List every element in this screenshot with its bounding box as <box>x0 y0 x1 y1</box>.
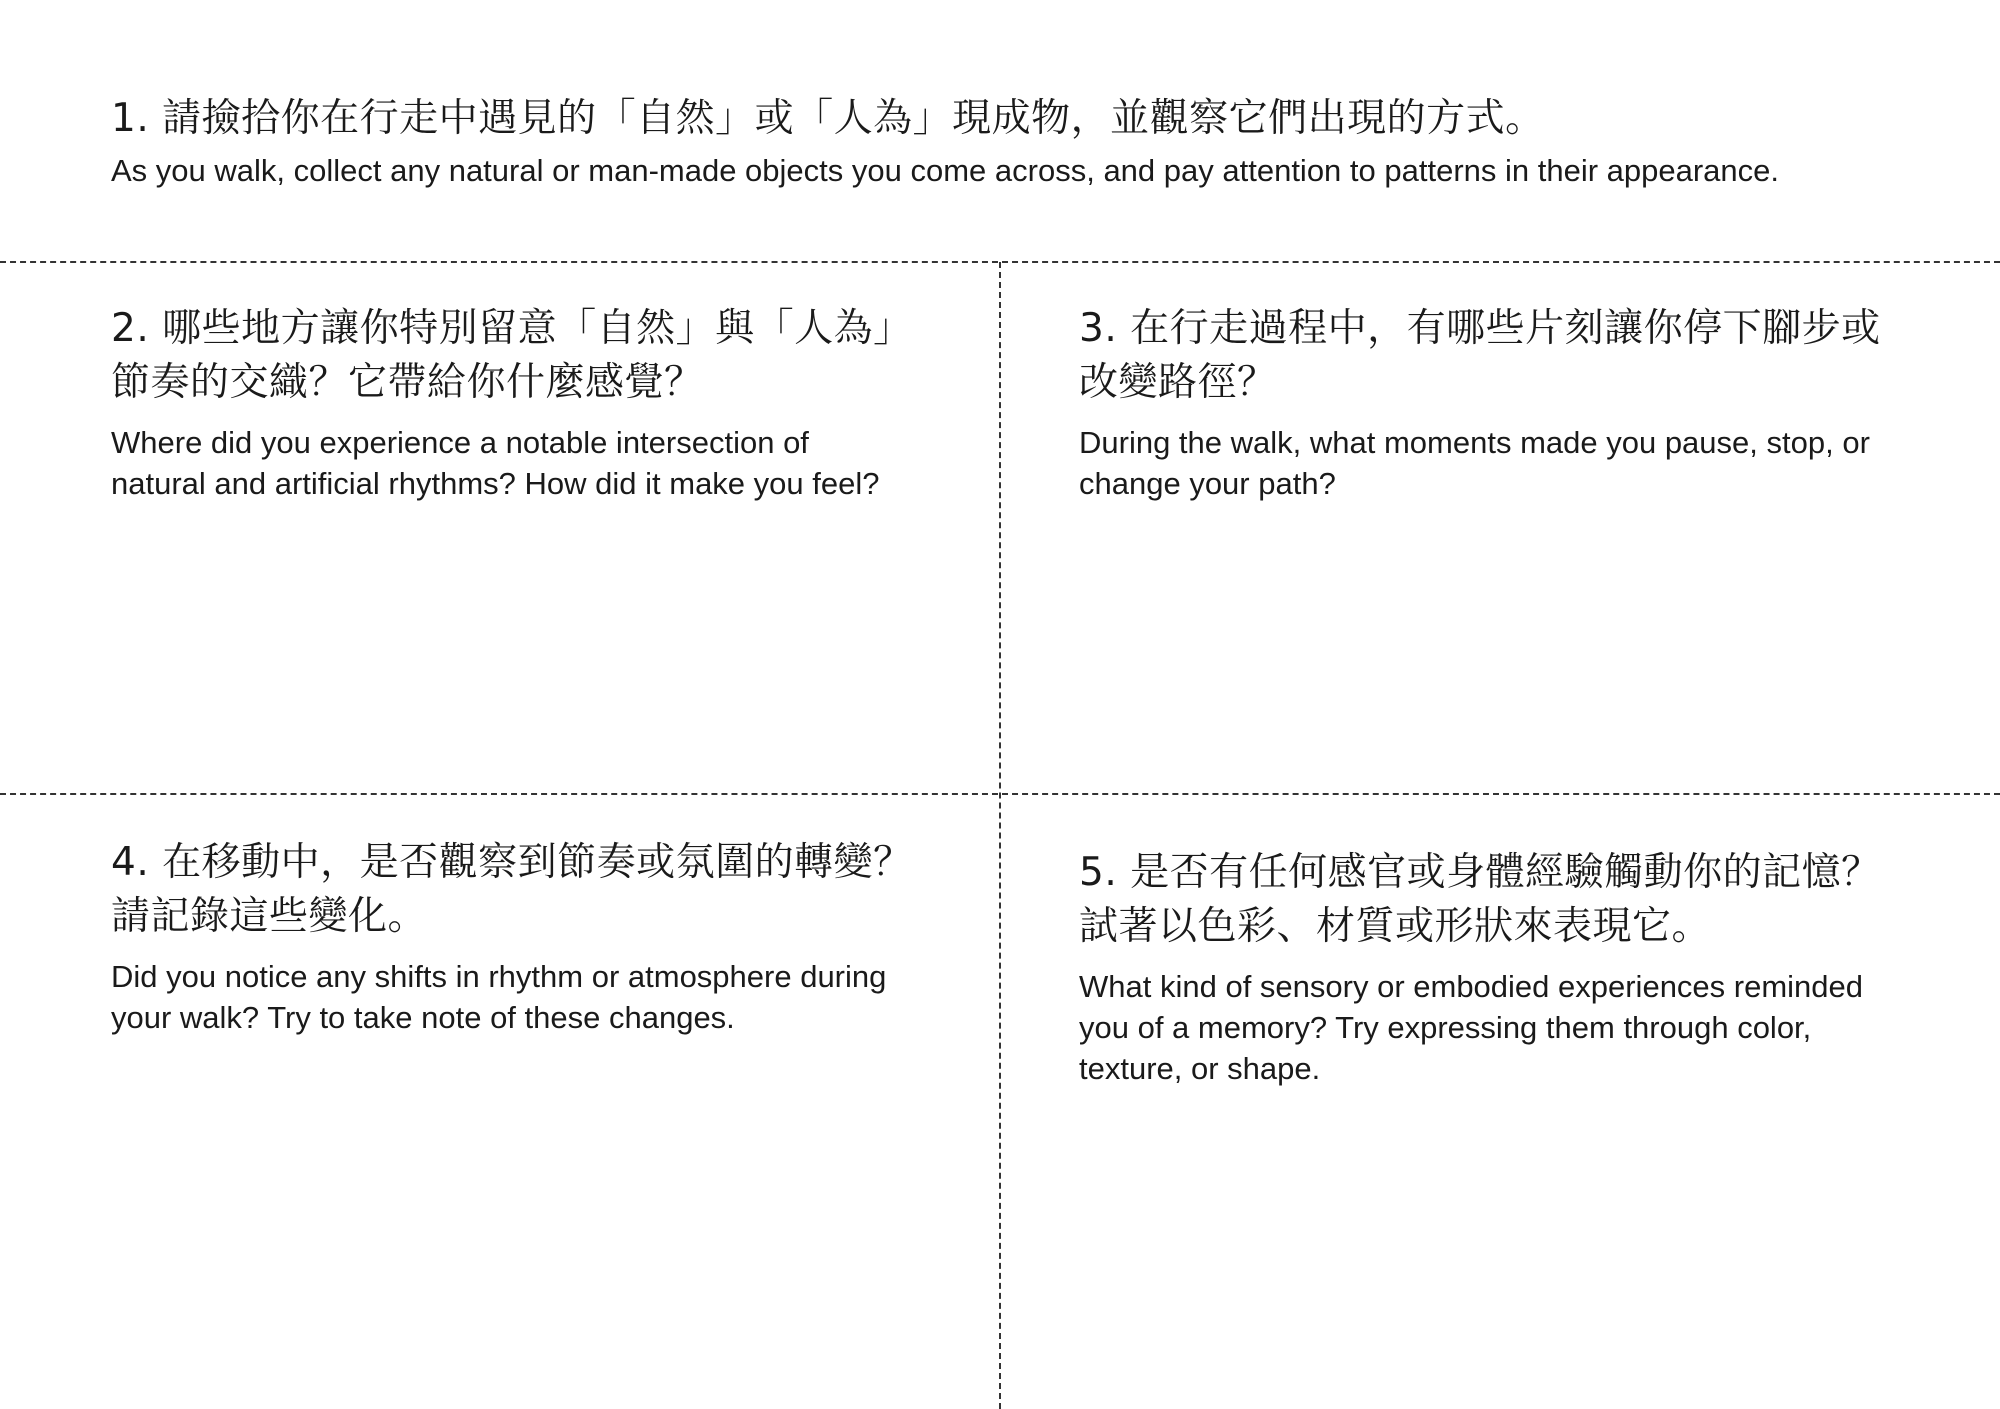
question-3-english <box>1079 422 1959 504</box>
question-5-english-line-1: What kind of sensory or embodied experiences reminded <box>1079 969 1864 1004</box>
question-3-english-line-2: change your path? <box>1079 466 1336 501</box>
question-4-english <box>111 956 991 1038</box>
question-2-chinese-line-1: 2. 哪些地方讓你特別留意「自然」與「人為」 <box>111 306 913 351</box>
question-3-chinese-line-2: 改變路徑？ <box>1079 360 1277 405</box>
question-4-chinese-line-2: 請記錄這些變化。 <box>111 894 428 939</box>
question-5-chinese-line-1: 5. 是否有任何感官或身體經驗觸動你的記憶？ <box>1079 850 1881 895</box>
question-3-chinese <box>1079 302 1959 410</box>
question-2 <box>111 302 981 504</box>
question-5-english-line-2: you of a memory? Try expressing them through color, <box>1079 1010 1812 1045</box>
question-3 <box>1079 302 1959 504</box>
question-3-english-line-1: During the walk, what moments made you pause, stop, or <box>1079 425 1870 460</box>
question-3-chinese-line-1: 3. 在行走過程中，有哪些片刻讓你停下腳步或 <box>1079 306 1881 351</box>
question-5-chinese-line-2: 試著以色彩、材質或形狀來表現它。 <box>1079 904 1712 949</box>
question-2-english <box>111 422 981 504</box>
question-2-chinese-line-2: 節奏的交織？它帶給你什麼感覺？ <box>111 360 704 405</box>
question-1-chinese: 1. 請撿拾你在行走中遇見的「自然」或「人為」現成物，並觀察它們出現的方式。 <box>111 96 1545 141</box>
question-2-chinese <box>111 302 981 410</box>
question-2-english-line-2: natural and artificial rhythms? How did it make you feel? <box>111 466 880 501</box>
dashed-divider-vertical <box>999 262 1001 1409</box>
question-4-english-line-2: your walk? Try to take note of these changes. <box>111 1000 735 1035</box>
question-4-chinese <box>111 836 991 944</box>
question-5 <box>1079 846 1959 1089</box>
question-2-english-line-1: Where did you experience a notable intersection of <box>111 425 809 460</box>
question-5-english <box>1079 966 1959 1089</box>
question-1 <box>111 92 1971 191</box>
question-4 <box>111 836 991 1038</box>
question-1-english: As you walk, collect any natural or man-made objects you come across, and pay attention to patterns in their appearance. <box>111 153 1780 188</box>
question-5-chinese <box>1079 846 1959 954</box>
question-5-english-line-3: texture, or shape. <box>1079 1051 1321 1086</box>
question-4-chinese-line-1: 4. 在移動中，是否觀察到節奏或氛圍的轉變？ <box>111 840 913 885</box>
question-4-english-line-1: Did you notice any shifts in rhythm or atmosphere during <box>111 959 887 994</box>
